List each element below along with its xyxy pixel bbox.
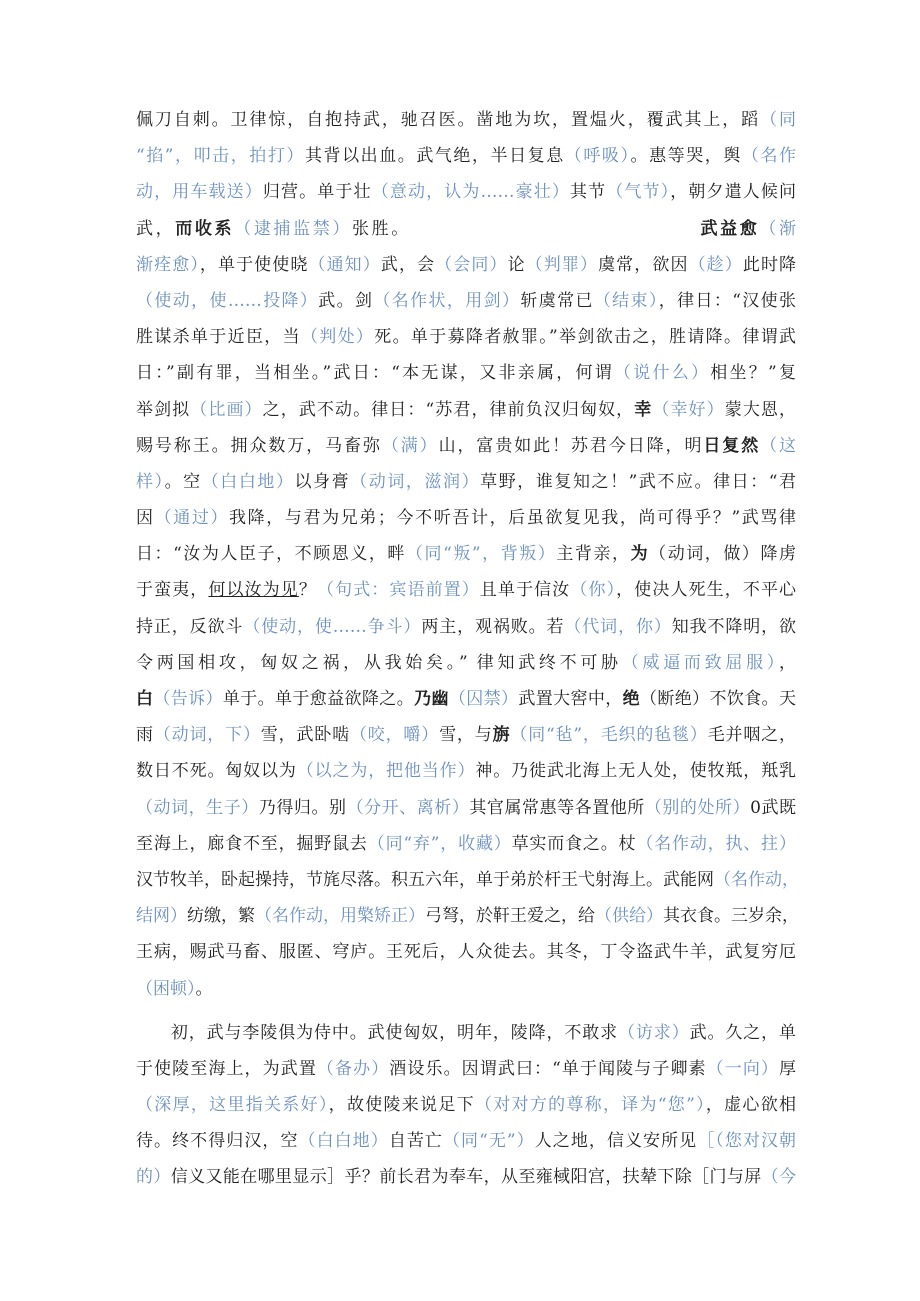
- text-line: [136, 355, 796, 391]
- annotation-note: （通过）: [154, 508, 230, 529]
- annotation-note: （通知）: [308, 254, 381, 275]
- body-text: 举剑拟: [136, 399, 191, 420]
- body-text: 厚: [779, 1058, 797, 1079]
- body-text: 其背以出血。武气绝，半日复息: [304, 146, 565, 167]
- text-line: [136, 283, 796, 319]
- body-text: 且单于信汝: [479, 580, 571, 601]
- bold-term: 日复然: [703, 435, 761, 456]
- text-line: [136, 1087, 796, 1123]
- body-text: 神。乃徙武北海上无人处，使牧羝，羝乳: [475, 761, 797, 782]
- text-line: [136, 934, 796, 970]
- text-line: [136, 102, 796, 138]
- body-text: 人之地，信义安所见: [534, 1131, 698, 1152]
- annotation-note: （今: [761, 1167, 797, 1188]
- annotation-note: （气节）: [606, 182, 671, 203]
- annotation-note: （会同）: [435, 254, 508, 275]
- annotation-note: （动词，下）: [153, 725, 261, 746]
- body-text: 待。终不得归汉，空: [136, 1131, 299, 1152]
- annotation-note: （意动，认为……豪壮）: [371, 182, 570, 203]
- annotation-note: （同“毡”，毛织的毡毯）: [510, 725, 708, 746]
- line-gap: [411, 219, 701, 239]
- body-text: 雨: [136, 725, 154, 746]
- annotation-note: （这: [760, 435, 797, 456]
- body-text: 之，武不动。律日：“苏君，律前负汉归匈奴，: [262, 399, 635, 420]
- body-text: 草野，谁复知之！”武不应。律日：“君: [480, 471, 797, 492]
- bold-term: 而收系: [175, 218, 235, 239]
- text-line: [136, 1015, 796, 1051]
- body-text: 至海上，廊食不至，掘野鼠去: [136, 833, 368, 854]
- text-line: [136, 1123, 796, 1159]
- annotation-note: （满）: [381, 435, 439, 456]
- annotation-note: （结束）: [593, 290, 659, 311]
- document-page: [136, 102, 799, 1196]
- body-text: ？: [298, 580, 317, 601]
- body-text: 其衣食。三岁余，: [663, 906, 799, 927]
- annotation-note: （深厚，这里指关系好）: [136, 1095, 329, 1116]
- annotation-note: （对对方的尊称，译为“您”）: [474, 1095, 706, 1116]
- body-text: 令两国相攻，匈奴之祸，从我始矣。” 律知武终不可胁: [136, 652, 622, 673]
- body-text: 单于。单于愈益欲降之。: [222, 689, 415, 709]
- body-text: 归营。单于壮: [262, 182, 372, 203]
- paragraph: [136, 102, 799, 1007]
- annotation-note: ［（您对汉朝: [697, 1131, 797, 1152]
- body-text: 草实而食之。杖: [511, 833, 637, 854]
- body-text: 自苦亡: [388, 1131, 443, 1152]
- body-text: ，使决人死生，不平心: [616, 580, 797, 601]
- bold-term: 白: [136, 689, 154, 709]
- text-line: [136, 572, 796, 608]
- annotation-note: （别的处所）: [644, 797, 751, 818]
- body-text: 山，富贵如此！苏君今日降，明: [438, 435, 704, 456]
- body-text: 。: [195, 978, 213, 999]
- body-text: 我降，与君为兄弟；今不听吾计，后虽欲复见我，尚可得乎？”武骂律: [229, 508, 796, 529]
- body-text: 0武既: [750, 797, 797, 818]
- body-text: 相坐？”复: [710, 363, 796, 384]
- body-text: （断绝）不饮食。天: [640, 689, 797, 709]
- body-text: 数日不死。匈奴以为: [136, 761, 297, 782]
- annotation-note: （说什么）: [614, 363, 711, 384]
- body-text: 雪，与: [439, 725, 493, 746]
- body-text: 以身膏: [294, 471, 351, 492]
- annotation-note: （名作状，用剑）: [373, 290, 521, 311]
- body-text: 论: [507, 254, 526, 275]
- body-text: 死。单于募降者赦罪。”举剑欲击之，胜请降。律谓武: [374, 327, 796, 348]
- bold-term: 旃: [492, 725, 511, 746]
- body-text: 信义又能在哪里显示］乎？前长君为奉车，从至雍棫阳宫，扶辇下除［门与屏: [170, 1167, 762, 1188]
- text-line: [136, 826, 796, 862]
- text-line: [136, 753, 796, 789]
- body-text: 武，: [136, 218, 176, 239]
- annotation-note: （同“叛”，背叛）: [406, 544, 557, 565]
- annotation-note: （名作动，用檠矫正）: [255, 906, 425, 927]
- bold-term: 为: [630, 544, 650, 565]
- body-text: 汉节牧羊，卧起操持，节旄尽落。积五六年，单于弟於杆王弋射海上。武能网: [136, 869, 714, 890]
- annotation-note: （判罪）: [525, 254, 599, 275]
- annotation-note: 样）: [136, 471, 165, 492]
- body-text: 武，会: [380, 254, 436, 275]
- body-text: 酒设乐。因谓武曰：“单于闻陵与子卿素: [389, 1058, 707, 1079]
- body-text: 。空: [164, 471, 202, 492]
- text-line: [136, 1159, 796, 1195]
- body-text: 日：“汝为人臣子，不顾恩义，畔: [136, 544, 406, 565]
- body-text: 于使陵至海上，为武置: [136, 1058, 317, 1079]
- annotation-note: 结网）: [136, 906, 187, 927]
- body-text: 王病，赐武马畜、服匿、穹庐。王死后，人众徙去。其冬，丁令盗武牛羊，武复穷厄: [136, 942, 796, 963]
- annotation-note: （访求）: [618, 1022, 690, 1043]
- annotation-note: （逮捕监禁）: [234, 218, 353, 239]
- body-text: ，朝夕遣人候问: [670, 182, 797, 203]
- body-text: ，: [779, 652, 797, 673]
- annotation-note: （告诉）: [153, 689, 223, 709]
- body-text: 纺缴，繁: [187, 906, 255, 927]
- body-text: （动词，做）降虏: [649, 544, 797, 565]
- text-line: [136, 717, 796, 753]
- annotation-note: （同“弃”，收藏）: [367, 833, 512, 854]
- annotation-note: （你）: [570, 580, 617, 601]
- text-line: [136, 247, 796, 283]
- annotation-note: （咬，嚼）: [349, 725, 440, 746]
- annotation-note: （同: [760, 110, 797, 130]
- annotation-note: （供给）: [595, 906, 663, 927]
- body-text: 蒙大恩，: [724, 399, 797, 420]
- bold-term: 乃幽: [414, 689, 449, 709]
- annotation-note: 的）: [136, 1167, 171, 1188]
- annotation-note: （句式：宾语前置）: [317, 580, 480, 601]
- text-line: [136, 790, 796, 826]
- annotation-note: （比画）: [190, 399, 263, 420]
- annotation-note: （囚禁）: [448, 689, 519, 709]
- body-text: 胜谋杀单于近臣，当: [136, 327, 301, 348]
- text-line: [136, 1051, 796, 1087]
- body-text: 武。久之，单: [689, 1022, 797, 1043]
- body-text: 日：”副有罪，当相坐。”武日：“本无谋，又非亲属，何谓: [136, 363, 614, 384]
- annotation-note: （使动，使……投降）: [136, 290, 319, 311]
- paragraph: [136, 1015, 796, 1196]
- body-text: 弓弩，於靬王爱之，给: [425, 906, 595, 927]
- annotation-note: （幸好）: [652, 399, 725, 420]
- text-line: [136, 971, 796, 1007]
- text-line: [136, 464, 796, 500]
- body-text: ，单于使使晓: [199, 254, 309, 275]
- body-text: 因: [136, 508, 155, 529]
- annotation-note: （判处）: [300, 327, 375, 348]
- body-text: 乃得归。别: [258, 797, 347, 818]
- text-line: [136, 211, 796, 247]
- annotation-note: （渐: [759, 218, 797, 239]
- body-text: 初，武与李陵俱为侍中。武使匈奴，明年，陵降，不敢求: [170, 1022, 619, 1043]
- text-line: [136, 898, 799, 934]
- body-text: 知我不降明，欲: [671, 616, 797, 637]
- body-text: 持正，反欲斗: [136, 616, 244, 637]
- body-text: 赐号称王。拥众数万，马畜弥: [136, 435, 382, 456]
- annotation-note: （动词，生子）: [136, 797, 259, 818]
- annotation-note: （困顿）: [136, 978, 196, 999]
- body-text: 其官属常惠等各置他所: [469, 797, 645, 818]
- annotation-note: （使动，使……争斗）: [243, 616, 422, 637]
- body-text: 武置大窖中，: [518, 689, 623, 709]
- annotation-note: （威逼而致屈服）: [621, 652, 780, 673]
- body-text: 两主，观祸败。若: [421, 616, 565, 637]
- text-line: [136, 174, 796, 210]
- body-text: 主背亲，: [556, 544, 631, 565]
- body-text: 武。剑: [318, 290, 374, 311]
- annotation-note: （动词，滋润）: [350, 471, 481, 492]
- annotation-note: （备办）: [316, 1058, 390, 1079]
- text-line: [136, 428, 796, 464]
- body-text: ，故使陵来说足下: [328, 1095, 475, 1116]
- body-text: 其节: [569, 182, 607, 203]
- annotation-note: 渐痊愈）: [136, 254, 200, 275]
- annotation-note: （同“无”）: [442, 1131, 535, 1152]
- annotation-note: 动，用车载送）: [136, 182, 263, 203]
- annotation-note: （呼吸）: [564, 146, 631, 167]
- annotation-note: （名作动，执、拄）: [636, 833, 797, 854]
- body-text: 毛并咽之，: [707, 725, 797, 746]
- body-text: 于蛮夷，: [136, 580, 209, 601]
- text-line: [136, 609, 796, 645]
- annotation-note: （白白地）: [298, 1131, 389, 1152]
- text-line: [136, 645, 796, 681]
- body-text: 张胜。: [352, 218, 411, 239]
- bold-term: 武益愈: [700, 218, 760, 239]
- annotation-note: （分开、离析）: [346, 797, 470, 818]
- annotation-note: （趁）: [688, 254, 743, 275]
- underlined-phrase: 何以汝为见: [208, 580, 299, 601]
- body-text: ，律日：“汉使张: [658, 290, 797, 311]
- body-text: ，虚心欲相: [705, 1095, 797, 1116]
- bold-term: 幸: [634, 399, 653, 420]
- body-text: 佩刀自刺。卫律惊，自抱持武，驰召医。凿地为坎，置煴火，覆武其上，蹈: [136, 110, 761, 130]
- text-line: [136, 500, 796, 536]
- text-line: [136, 319, 796, 355]
- text-line: [136, 681, 796, 717]
- annotation-note: （代词，你）: [564, 616, 672, 637]
- bold-term: 绝: [622, 689, 641, 709]
- body-text: 斩虞常已: [520, 290, 594, 311]
- annotation-note: （以之为，把他当作）: [296, 761, 476, 782]
- text-line: [136, 862, 799, 898]
- annotation-note: “掐”，叩击，拍打）: [136, 146, 305, 167]
- annotation-note: （名作: [741, 146, 797, 167]
- annotation-note: （白白地）: [201, 471, 295, 492]
- text-line: [136, 392, 796, 428]
- body-text: 雪，武卧啮: [260, 725, 350, 746]
- annotation-note: （一向）: [706, 1058, 780, 1079]
- body-text: 。惠等哭，舆: [630, 146, 742, 167]
- text-line: [136, 536, 796, 572]
- body-text: 此时降: [742, 254, 797, 275]
- annotation-note: （名作动，: [714, 869, 799, 890]
- text-line: [136, 138, 796, 174]
- body-text: 虞常，欲因: [598, 254, 689, 275]
